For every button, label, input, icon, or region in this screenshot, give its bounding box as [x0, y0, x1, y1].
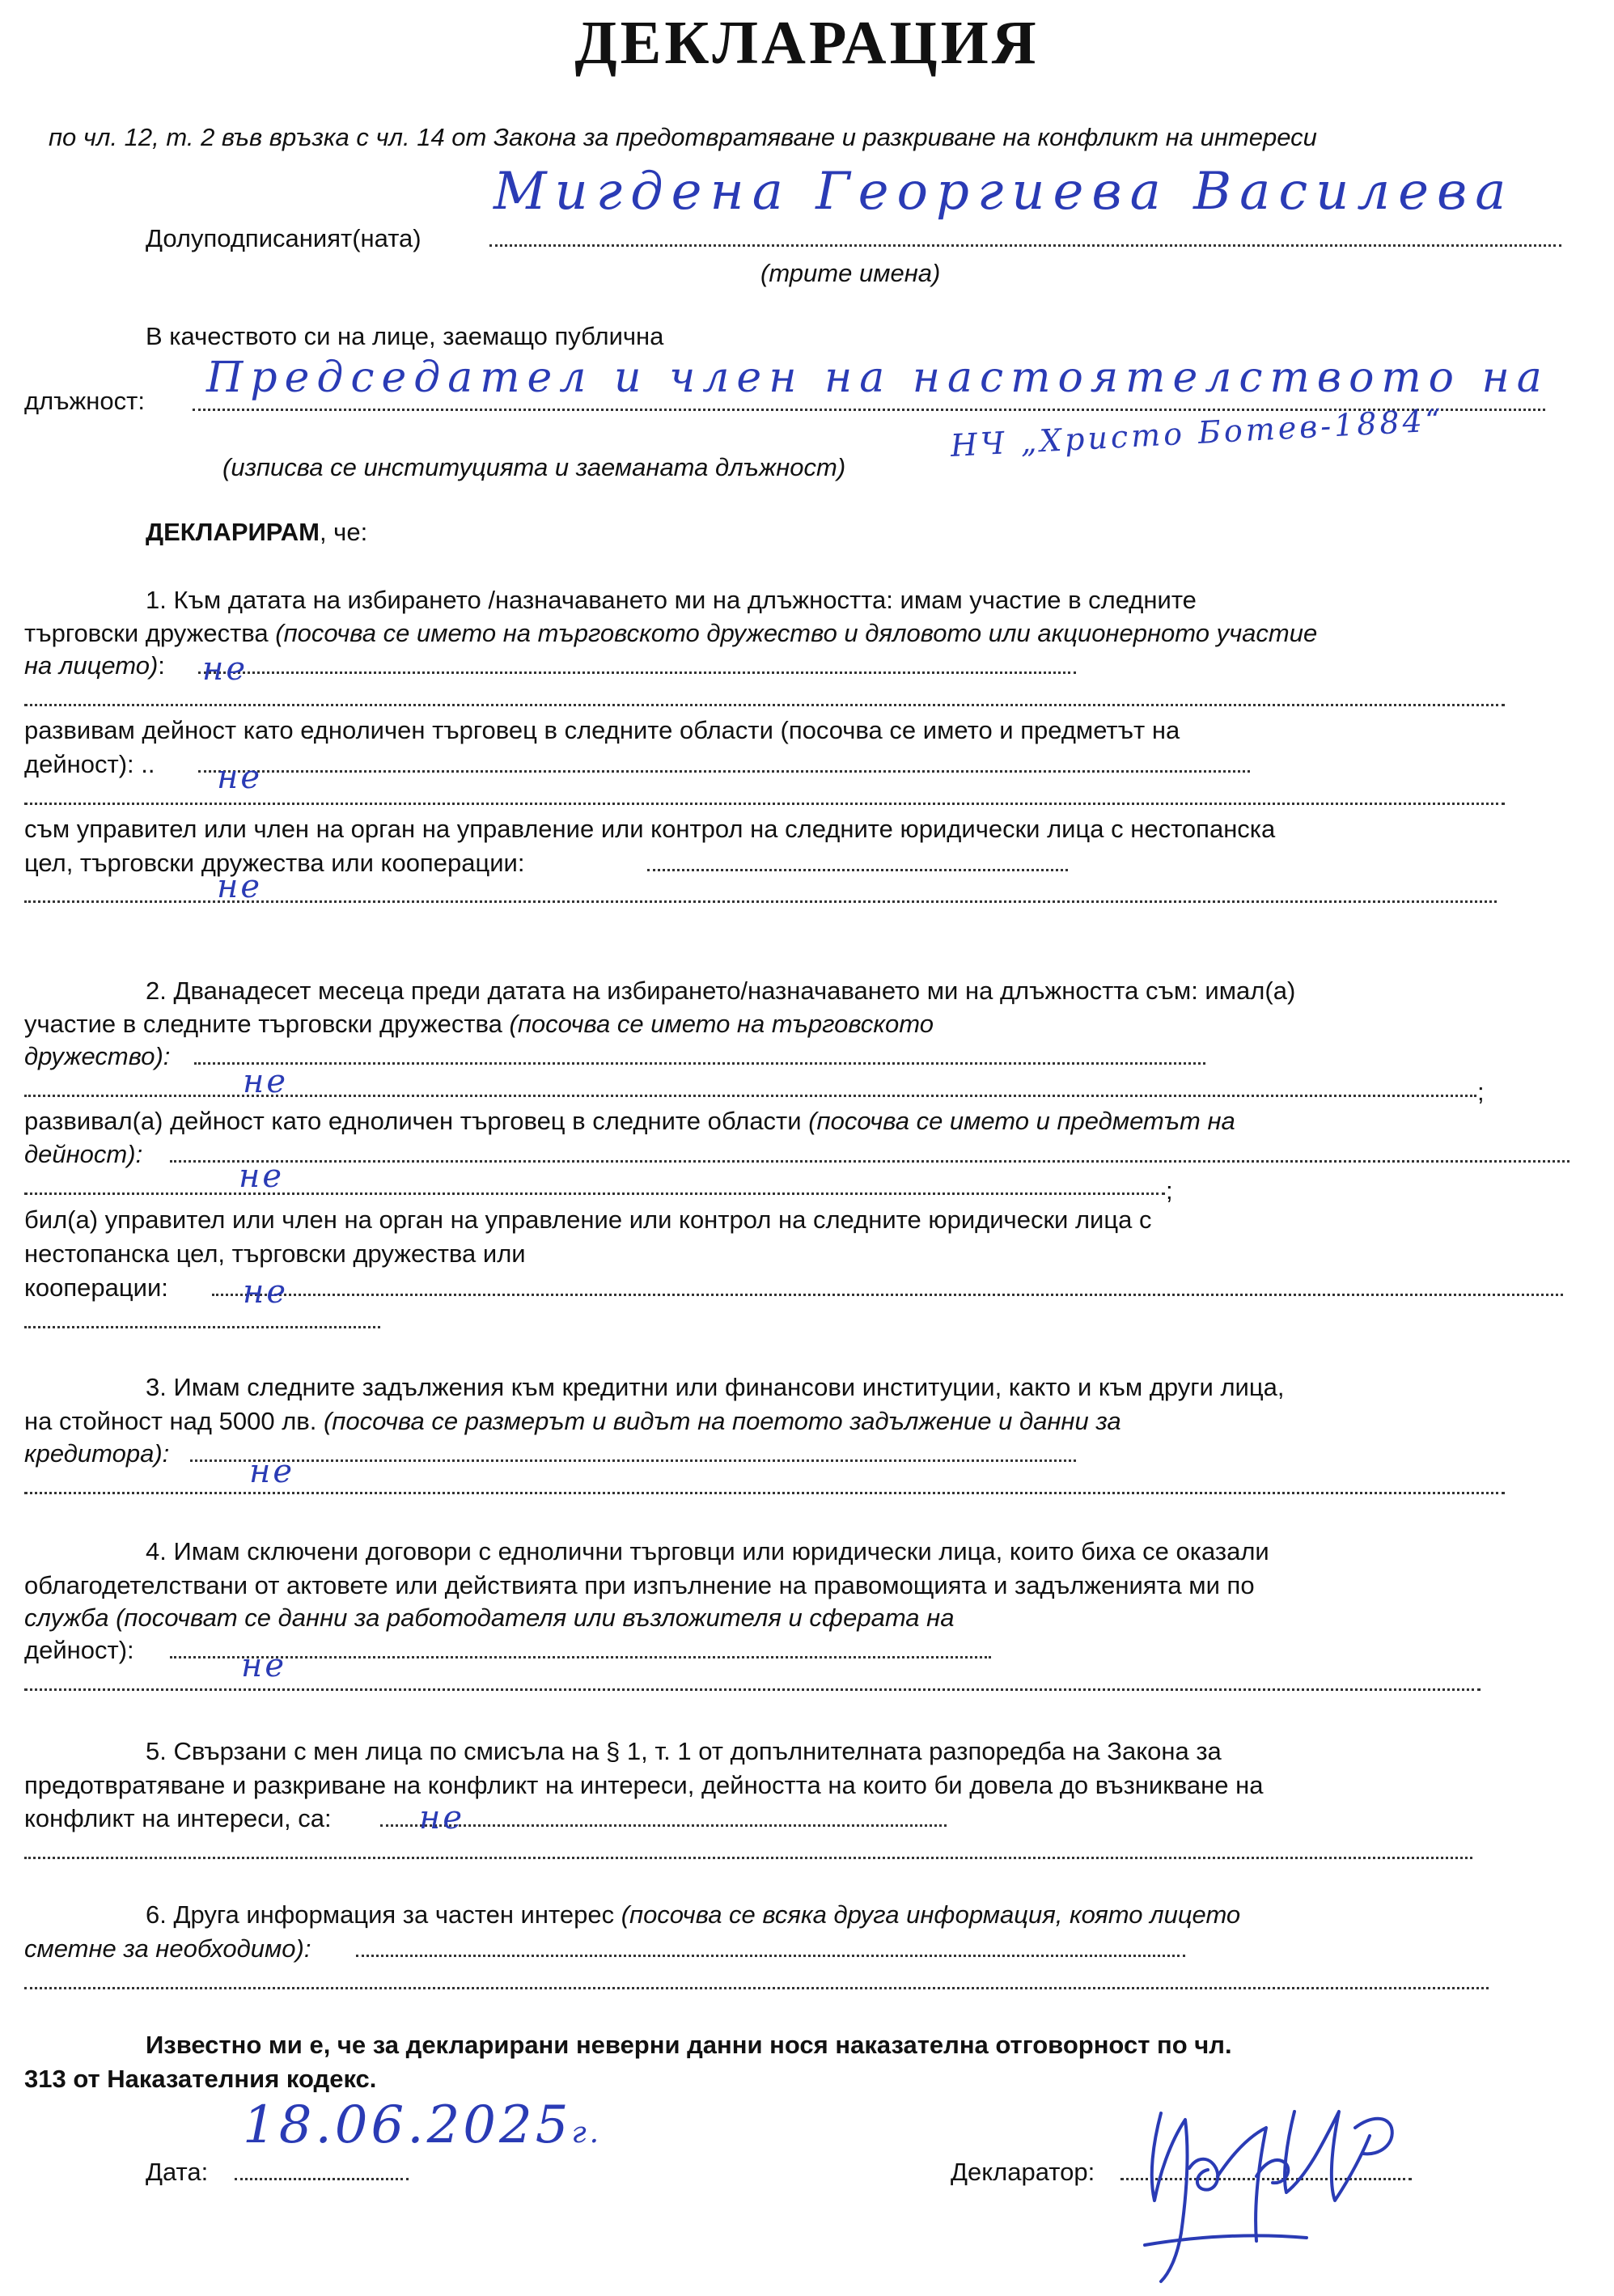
date-label: Дата:: [146, 2158, 209, 2186]
date-dotted-line: [235, 2178, 409, 2180]
s2-field3-answer[interactable]: не: [243, 1273, 289, 1311]
s3-line1: 3. Имам следните задължения към кредитни или финансови институции, както и към други лица,: [146, 1373, 1285, 1401]
s3-answer[interactable]: не: [249, 1453, 295, 1490]
s1-field1-answer[interactable]: не: [202, 650, 248, 688]
s1-field1-dots: [198, 671, 1076, 674]
s2-line1: 2. Дванадесет месеца преди датата на избирането/назначаването ми на длъжността съм: имал(а): [146, 976, 1296, 1005]
s2-field2-answer[interactable]: не: [239, 1158, 285, 1195]
s5-line3: конфликт на интереси, са:: [24, 1804, 332, 1832]
declarant-dotted-line: [489, 244, 1561, 247]
position-label: длъжност:: [24, 387, 145, 415]
s1-line4: развивам дейност като едноличен търговец в следните области (посочва се името и предметът на: [24, 716, 1180, 744]
s2-line2: участие в следните търговски дружества (посочва се името на търговското: [24, 1010, 934, 1038]
s2-field1-dots: [194, 1062, 1205, 1065]
s1-line1: 1. Към датата на избирането /назначаването ми на длъжността: имам участие в следните: [146, 586, 1197, 614]
position-hint: (изписва се институцията и заеманата длъжност): [222, 453, 846, 481]
s1-field1b-dots: [24, 704, 1505, 706]
date-handwritten[interactable]: 18.06.2025г.: [243, 2095, 603, 2155]
s2-line3: дружество):: [24, 1042, 171, 1070]
s2-line6: бил(а) управител или член на орган на управление или контрол на следните юридически лица с: [24, 1205, 1152, 1234]
s1-line5: дейност): ..: [24, 750, 155, 778]
declarant-label: Долуподписаният(ната): [146, 224, 422, 252]
s4-line1: 4. Имам сключени договори с еднолични търговци или юридически лица, които биха се оказали: [146, 1537, 1269, 1565]
s2-field1-answer[interactable]: не: [243, 1063, 289, 1100]
s5-fieldb-dots: [24, 1857, 1472, 1859]
notice-line1: Известно ми е, че за декларирани неверни данни нося наказателна отговорност по чл.: [146, 2031, 1232, 2059]
s6-line1: 6. Друга информация за частен интерес (посочва се всяка друга информация, която лицето: [146, 1900, 1241, 1929]
s3-fieldb-dots: [24, 1492, 1505, 1494]
s4-answer[interactable]: не: [241, 1647, 287, 1684]
s1-field2b-dots: [24, 803, 1505, 805]
s2-field2-dots: [170, 1160, 1570, 1163]
s1-field2-answer[interactable]: не: [217, 759, 263, 796]
s3-line3: кредитора):: [24, 1439, 170, 1468]
s1-line7: цел, търговски дружества или кооперации:: [24, 849, 525, 877]
notice-line2: 313 от Наказателния кодекс.: [24, 2065, 377, 2093]
s5-line2: предотвратяване и разкриване на конфликт на интереси, дейността на които би довела до възникване на: [24, 1771, 1264, 1799]
s4-fieldb-dots: [24, 1688, 1481, 1691]
s2-line7: нестопанска цел, търговски дружества или: [24, 1239, 526, 1268]
s5-line1: 5. Свързани с мен лица по смисъла на § 1, т. 1 от допълнителната разпоредба на Закона за: [146, 1737, 1222, 1765]
s5-field-dots: [380, 1824, 947, 1827]
declare-heading: ДЕКЛАРИРАМ, че:: [146, 518, 368, 546]
s1-field3-answer[interactable]: не: [217, 868, 263, 905]
s1-field3-dots: [647, 869, 1068, 871]
declarator-label: Декларатор:: [951, 2158, 1095, 2186]
s2-line5: дейност):: [24, 1140, 143, 1168]
document-title: ДЕКЛАРАЦИЯ: [574, 9, 1040, 77]
position-intro: В качеството си на лице, заемащо публична: [146, 322, 664, 350]
s5-answer[interactable]: не: [419, 1799, 465, 1836]
s2-semicolon-1: ;: [1477, 1078, 1485, 1106]
s6-fieldb-dots: [24, 1987, 1489, 1989]
s2-field3b-dots: [24, 1326, 380, 1328]
s1-line2: търговски дружества (посочва се името на търговското дружество и дяловото или акционерното участие: [24, 619, 1318, 647]
s2-line8: кооперации:: [24, 1273, 168, 1302]
s2-field2b-dots: [24, 1192, 1165, 1195]
document-subtitle: по чл. 12, т. 2 във връзка с чл. 14 от Закона за предотвратяване и разкриване на конфликт на интереси: [49, 123, 1317, 151]
signature-image: [1112, 2079, 1412, 2291]
s4-line3: служба (посочват се данни за работодателя или възложителя и сферата на: [24, 1603, 955, 1632]
s3-line2: на стойност над 5000 лв. (посочва се размерът и видът на поетото задължение и данни за: [24, 1407, 1121, 1435]
declarant-name-handwritten[interactable]: Мигдена Георгиева Василева: [494, 162, 1514, 222]
s2-field3-dots: [212, 1294, 1563, 1296]
s2-semicolon-2: ;: [1166, 1176, 1173, 1205]
s1-line6: съм управител или член на орган на управление или контрол на следните юридически лица с нестопанска: [24, 815, 1276, 843]
organization-handwritten[interactable]: НЧ „Христо Ботев-1884“: [949, 402, 1446, 464]
s6-line2: сметне за необходимо):: [24, 1934, 311, 1963]
s3-field-dots: [190, 1459, 1076, 1462]
s4-field-dots: [170, 1656, 991, 1658]
s1-field2-dots: [198, 770, 1250, 773]
position-handwritten[interactable]: Председател и член на настоятелството на: [206, 354, 1549, 402]
s1-line3: на лицето):: [24, 651, 165, 680]
s4-line4: дейност):: [24, 1636, 134, 1664]
s4-line2: облагодетелствани от актовете или действията при изпълнение на правомощията и задълженията ми по: [24, 1571, 1255, 1599]
declarant-hint: (трите имена): [760, 259, 941, 287]
s6-field-dots: [356, 1955, 1185, 1957]
s2-line4: развивал(а) дейност като едноличен търговец в следните области (посочва се името и предметът на: [24, 1107, 1235, 1135]
